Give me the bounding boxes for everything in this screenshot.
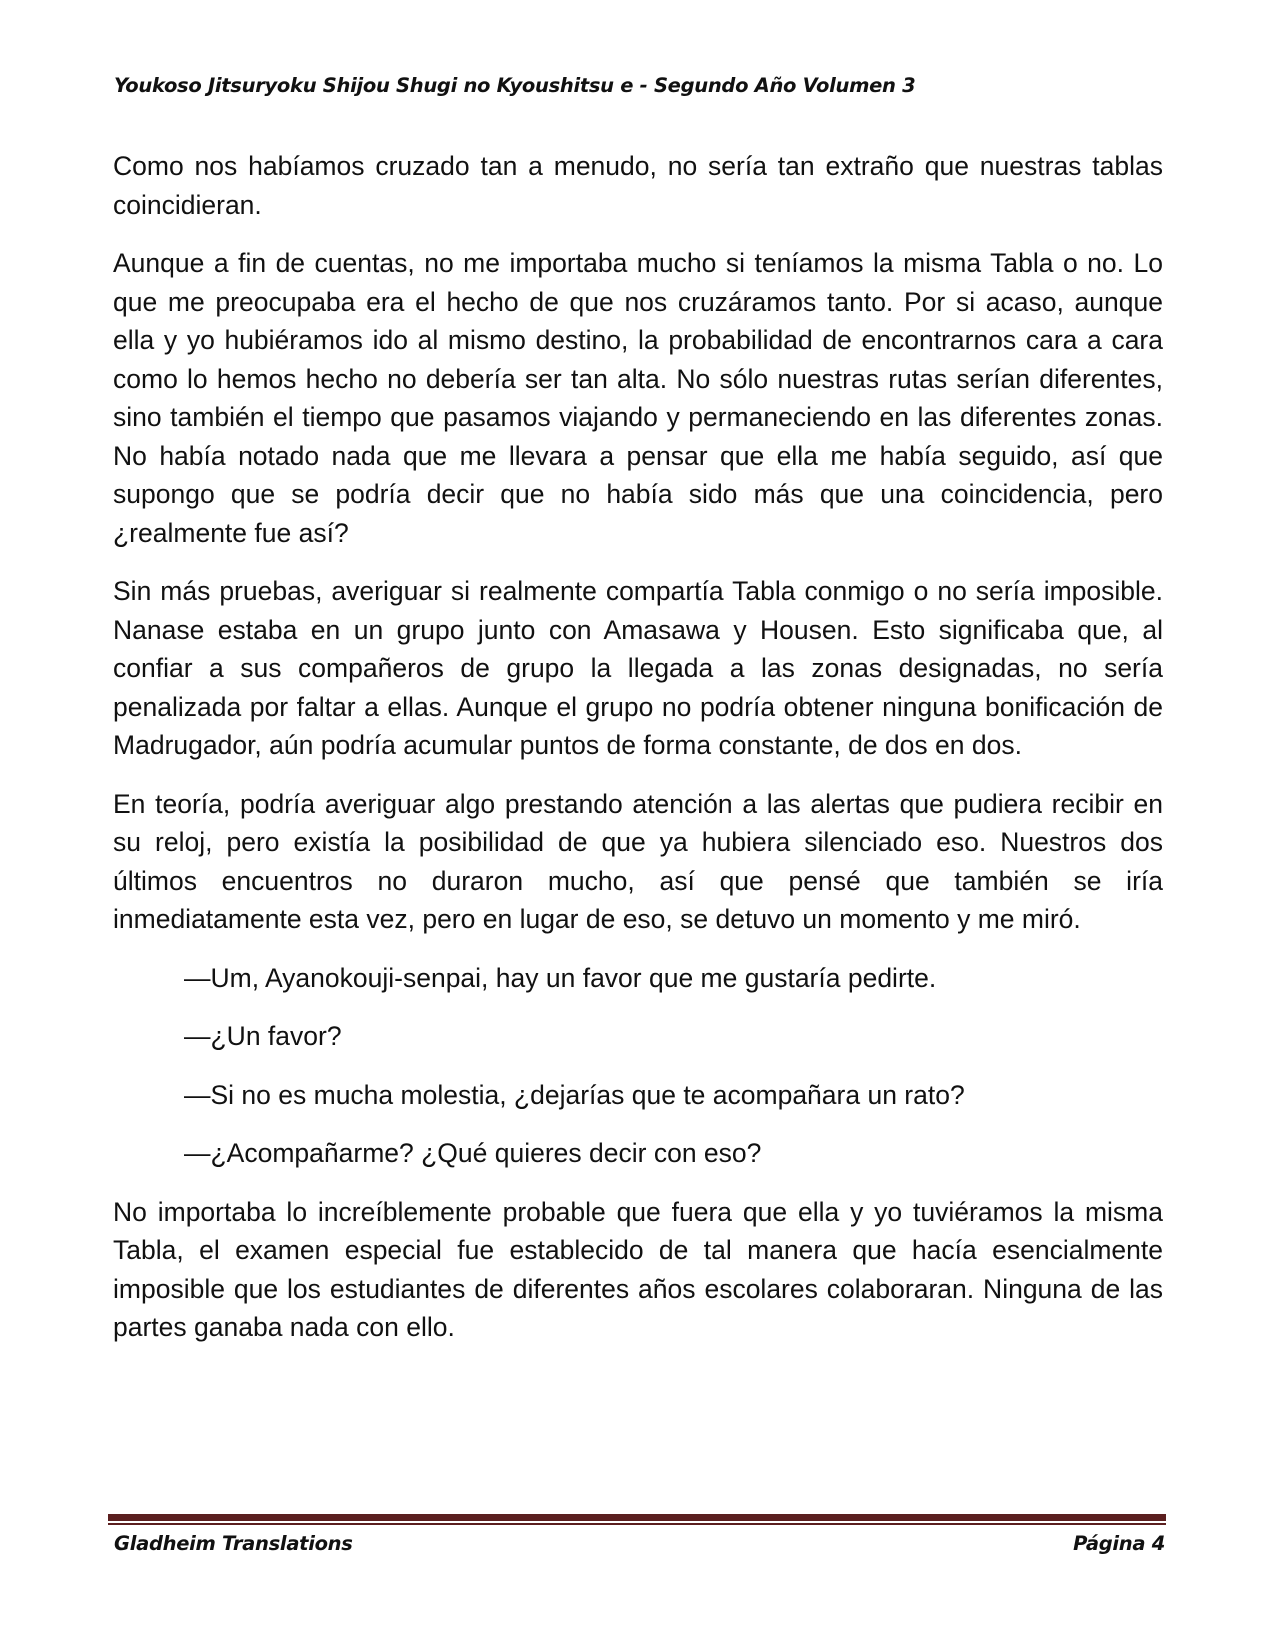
footer-divider xyxy=(108,1514,1166,1521)
paragraph: Aunque a fin de cuentas, no me importaba mucho si teníamos la misma Tabla o no. Lo que me preocupaba era el hecho de que nos cruzáramos tanto. Por si acaso, aunque ella y yo hubiéramos ido al mismo destino, la probabilidad de encontrarnos cara a cara como lo hemos hecho no debería ser tan alta. No sólo nuestras rutas serían diferentes, sino también el tiempo que pasamos viajando y permaneciendo en las diferentes zonas. No había notado nada que me llevara a pensar que ella me había seguido, así que supongo que se podría decir que no había sido más que una coincidencia, pero ¿realmente fue así? xyxy=(113,248,1163,548)
footer-divider-thin xyxy=(108,1523,1166,1525)
page-body xyxy=(113,147,1163,1367)
page-number: Página 4 xyxy=(1073,1532,1165,1555)
dialogue-line: —¿Acompañarme? ¿Qué quieres decir con eso? xyxy=(184,1138,762,1168)
footer-translator: Gladheim Translations xyxy=(114,1532,353,1555)
dialogue-line: —Si no es mucha molestia, ¿dejarías que te acompañara un rato? xyxy=(184,1079,965,1110)
dialogue-line: —¿Un favor? xyxy=(184,1021,342,1051)
paragraph: Como nos habíamos cruzado tan a menudo, no sería tan extraño que nuestras tablas coincidieran. xyxy=(113,151,1163,220)
closing-paragraph: No importaba lo increíblemente probable que fuera que ella y yo tuviéramos la misma Tabla, el examen especial fue establecido de tal manera que hacía esencialmente imposible que los estudiantes de diferentes años escolares colaboraran. Ninguna de las partes ganaba nada con ello. xyxy=(113,1196,1163,1342)
running-header: Youkoso Jitsuryoku Shijou Shugi no Kyoushitsu e - Segundo Año Volumen 3 xyxy=(114,74,916,97)
dialogue-line: —Um, Ayanokouji-senpai, hay un favor que me gustaría pedirte. xyxy=(184,962,937,993)
paragraph: En teoría, podría averiguar algo prestando atención a las alertas que pudiera recibir en su reloj, pero existía la posibilidad de que ya hubiera silenciado eso. Nuestros dos últimos encuentros no duraron mucho, así que pensé que también se iría inmediatamente esta vez, pero en lugar de eso, se detuvo un momento y me miró. xyxy=(113,788,1163,934)
paragraph: Sin más pruebas, averiguar si realmente compartía Tabla conmigo o no sería imposible. Nanase estaba en un grupo junto con Amasawa y Housen. Esto significaba que, al confiar a sus compañeros de grupo la llegada a las zonas designadas, no sería penalizada por faltar a ellas. Aunque el grupo no podría obtener ninguna bonificación de Madrugador, aún podría acumular puntos de forma constante, de dos en dos. xyxy=(113,576,1163,760)
